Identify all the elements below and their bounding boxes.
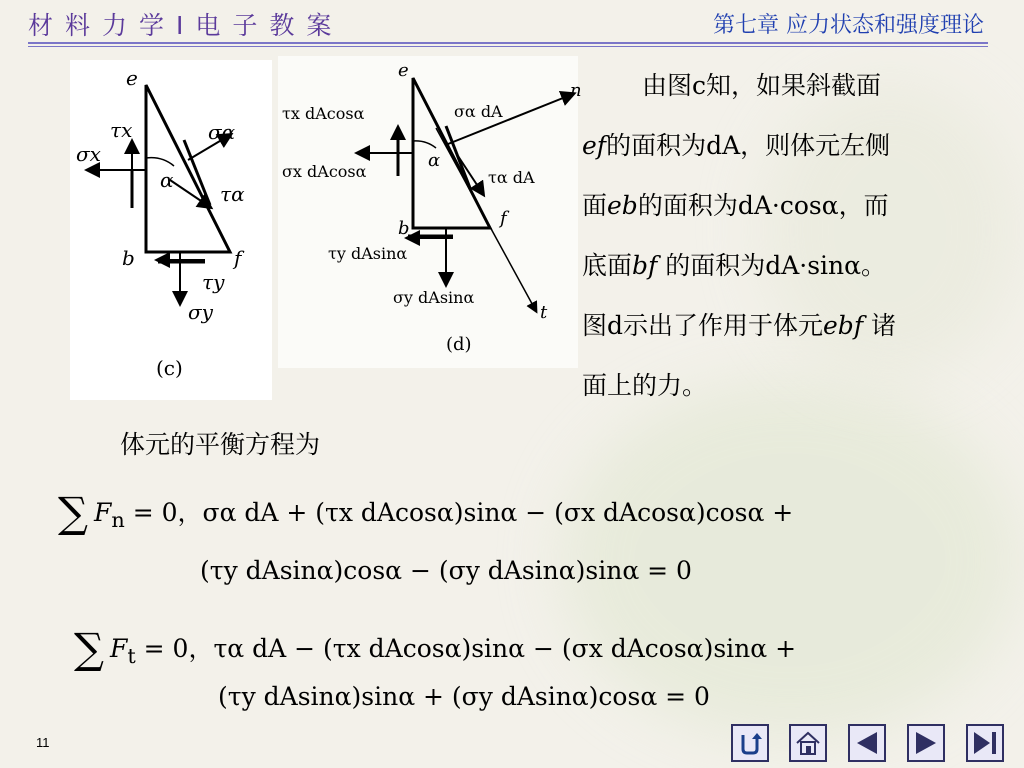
label-sigma-alpha-force: σα dA bbox=[454, 102, 503, 121]
home-icon bbox=[794, 729, 822, 757]
element-triangle bbox=[146, 85, 230, 252]
label-sigma-alpha: σα bbox=[208, 120, 236, 144]
label-e: e bbox=[398, 60, 409, 81]
label-tau-x: τx bbox=[110, 118, 133, 142]
equation-2-line-1: ∑ $F_t = 0$，τα dA − (τx dAcosα)sinα − (σx dAcosα)sinα + bbox=[74, 624, 797, 673]
summation-icon: ∑ bbox=[58, 488, 88, 537]
equation-1-line-2: (τy dAsinα)cosα − (σy dAsinα)sinα = 0 bbox=[200, 556, 692, 585]
note-line: 面上的力。 bbox=[582, 371, 708, 400]
home-button[interactable] bbox=[789, 724, 827, 762]
chapter-title: 第七章 应力状态和强度理论 bbox=[713, 13, 984, 38]
page-number: 11 bbox=[36, 735, 50, 750]
explanation-text bbox=[582, 56, 1002, 416]
previous-icon bbox=[853, 729, 881, 757]
last-icon bbox=[971, 729, 999, 757]
label-sigma-x: σx bbox=[76, 142, 101, 166]
label-tau-y: τy bbox=[202, 270, 225, 294]
label-f: f bbox=[234, 246, 242, 270]
note-line: 面eb的面积为dA·cosα，而 bbox=[582, 191, 889, 220]
figure-d-caption: (d) bbox=[446, 334, 472, 355]
summation-icon: ∑ bbox=[74, 624, 104, 673]
figure-c-caption: (c) bbox=[156, 356, 183, 380]
figure-d-diagram bbox=[278, 56, 578, 368]
label-sigma-x-force: σx dAcosα bbox=[282, 162, 367, 181]
label-e: e bbox=[126, 66, 138, 90]
label-t: t bbox=[540, 302, 548, 323]
label-alpha: α bbox=[160, 168, 174, 192]
note-line: 由图c知，如果斜截面 bbox=[642, 71, 882, 100]
label-sigma-y-force: σy dAsinα bbox=[393, 288, 475, 307]
header-rule-thin bbox=[28, 46, 988, 47]
label-tau-y-force: τy dAsinα bbox=[328, 244, 408, 263]
note-line: 图d示出了作用于体元ebf 诸 bbox=[582, 311, 897, 340]
previous-button[interactable] bbox=[848, 724, 886, 762]
label-b: b bbox=[398, 218, 410, 239]
return-icon bbox=[736, 729, 764, 757]
label-sigma-y: σy bbox=[188, 300, 213, 324]
figure-d-panel bbox=[278, 56, 582, 368]
label-tau-alpha: τα bbox=[220, 182, 245, 206]
next-button[interactable] bbox=[907, 724, 945, 762]
figure-c-diagram bbox=[70, 60, 272, 400]
label-b: b bbox=[122, 246, 135, 270]
label-tau-x-force: τx dAcosα bbox=[282, 104, 365, 123]
label-tau-alpha-force: τα dA bbox=[488, 168, 535, 187]
course-title: 材料力学Ⅰ电子教案 bbox=[28, 11, 344, 40]
equation-1-line-1: ∑ $F_n = 0$，σα dA + (τx dAcosα)sinα − (σx dAcosα)cosα + bbox=[58, 488, 794, 537]
last-button[interactable] bbox=[966, 724, 1004, 762]
note-line: 底面bf 的面积为dA·sinα。 bbox=[582, 251, 887, 280]
label-n: n bbox=[570, 80, 582, 101]
figure-c-panel bbox=[70, 60, 272, 400]
next-icon bbox=[912, 729, 940, 757]
label-alpha: α bbox=[428, 150, 441, 171]
return-button[interactable] bbox=[731, 724, 769, 762]
note-line: ef的面积为dA，则体元左侧 bbox=[582, 131, 891, 160]
equations-intro: 体元的平衡方程为 bbox=[120, 430, 321, 459]
header-rule bbox=[28, 42, 988, 44]
equation-2-line-2: (τy dAsinα)sinα + (σy dAsinα)cosα = 0 bbox=[218, 682, 710, 711]
label-f: f bbox=[500, 208, 507, 229]
